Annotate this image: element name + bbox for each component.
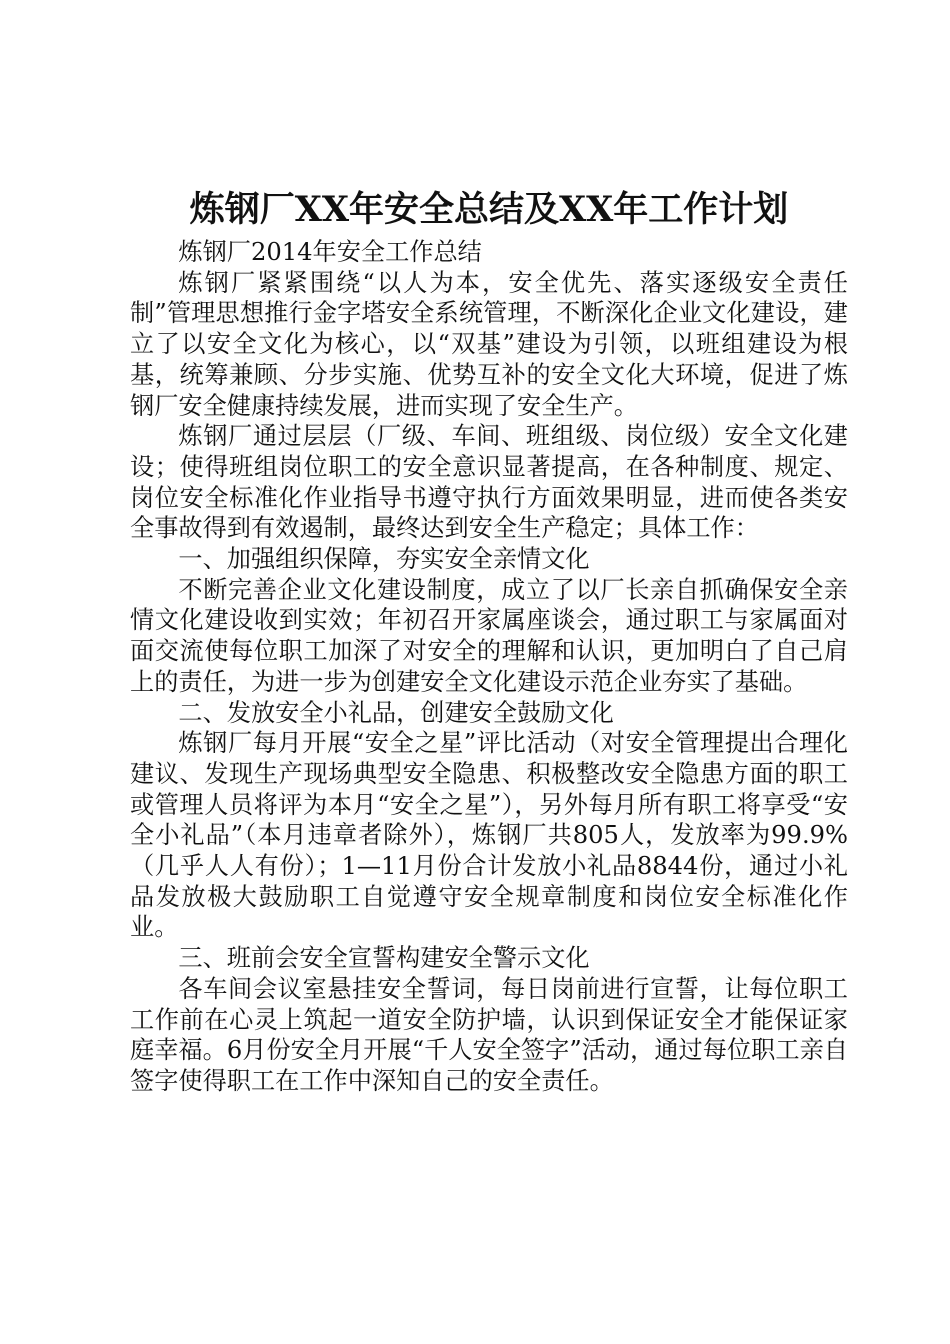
document-title: 炼钢厂XX年安全总结及XX年工作计划 [189,189,789,230]
paragraph-subtitle: 炼钢厂2014年安全工作总结 [178,238,482,266]
paragraph-overview: 炼钢厂通过层层（厂级、车间、班组级、岗位级）安全文化建设；使得班组岗位职工的安全意识显著提高，在各种制度、规定、岗位安全标准化作业指导书遵守执行方面效果明显，进而使各类安全事故得到有效遏制，最终达到安全生产稳定；具体工作： [130,422,848,543]
section-heading-2: 二、发放安全小礼品，创建安全鼓励文化 [178,698,614,727]
section-heading-1: 一、加强组织保障，夯实安全亲情文化 [178,545,590,574]
section-body-3: 各车间会议室悬挂安全誓词，每日岗前进行宣誓，让每位职工工作前在心灵上筑起一道安全防护墙，认识到保证安全才能保证家庭幸福。6月份安全月开展“千人安全签字”活动，通过每位职工亲自签字使得职工在工作中深知自己的安全责任。 [130,974,848,1095]
section-body-1: 不断完善企业文化建设制度，成立了以厂长亲自抓确保安全亲情文化建设收到实效；年初召开家属座谈会，通过职工与家属面对面交流使每位职工加深了对安全的理解和认识，更加明白了自己肩上的责任，为进一步为创建安全文化建设示范企业夯实了基础。 [130,575,848,696]
section-body-2: 炼钢厂每月开展“安全之星”评比活动（对安全管理提出合理化建议、发现生产现场典型安全隐患、积极整改安全隐患方面的职工或管理人员将评为本月“安全之星”），另外每月所有职工将享受“安全小礼品”（本月违章者除外），炼钢厂共805人，发放率为99.9%（几乎人人有份）；1—11月份合计发放小礼品8844份，通过小礼品发放极大鼓励职工自觉遵守安全规章制度和岗位安全标准化作业。 [130,729,848,942]
paragraph-intro: 炼钢厂紧紧围绕“以人为本，安全优先、落实逐级安全责任制”管理思想推行金字塔安全系统管理，不断深化企业文化建设，建立了以安全文化为核心，以“双基”建设为引领，以班组建设为根基，统筹兼顾、分步实施、优势互补的安全文化大环境，促进了炼钢厂安全健康持续发展，进而实现了安全生产。 [130,268,848,420]
document-body [130,237,848,1097]
section-heading-3: 三、班前会安全宣誓构建安全警示文化 [178,944,590,973]
